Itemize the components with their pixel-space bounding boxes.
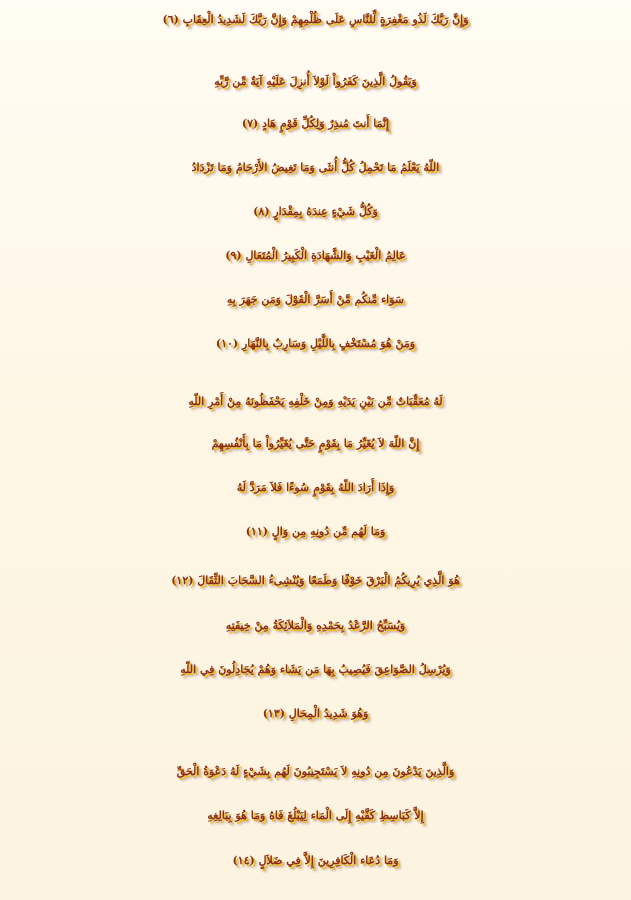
verse-line: هُوَ الَّذِي يُرِيكُمُ الْبَرْقَ خَوْفًا وَطَمَعًا وَيُنْشِىءُ السَّحَابَ الثِّقَالَ (١٢) <box>171 574 460 587</box>
verse-line: وَمَنْ هُوَ مُسْتَخْفٍ بِاللَّيْلِ وَسَارِبٌ بِالنَّهَارِ (١٠) <box>215 337 416 350</box>
verse-line: وَهُوَ شَدِيدُ الْمِحَالِ (١٣) <box>262 707 369 720</box>
verse-line: وَمَا لَهُم مِّن دُونِهِ مِن وَالٍ (١١) <box>245 525 386 538</box>
verse-line: عَالِمُ الْغَيْبِ وَالشَّهَادَةِ الْكَبِيرُ الْمُتَعَالِ (٩) <box>225 249 406 262</box>
verse-line: وَمَا دُعَاء الْكَافِرِينَ إِلاَّ فِي ضَلاَلٍ (١٤) <box>232 854 399 867</box>
verse-line: وَإِذَا أَرَادَ اللّهُ بِقَوْمٍ سُوءًا فَلاَ مَرَدَّ لَهُ <box>236 481 395 494</box>
verse-line: سَوَاء مِّنكُم مَّنْ أَسَرَّ الْقَوْلَ وَمَن جَهَرَ بِهِ <box>226 293 405 306</box>
verse-line: لَهُ مُعَقِّبَاتٌ مِّن بَيْنِ يَدَيْهِ وَمِنْ خَلْفِهِ يَحْفَظُونَهُ مِنْ أَمْرِ اللّهِ <box>188 395 443 408</box>
verse-line: وَيَقُولُ الَّذِينَ كَفَرُواْ لَوْلاَ أُنزِلَ عَلَيْهِ آيَةٌ مِّن رَّبِّهِ <box>214 75 417 88</box>
verse-line: وَكُلُّ شَيْءٍ عِندَهُ بِمِقْدَارٍ (٨) <box>253 205 378 218</box>
verse-line: وَيُسَبِّحُ الرَّعْدُ بِحَمْدِهِ وَالْمَلاَئِكَةُ مِنْ خِيفَتِهِ <box>225 619 406 632</box>
verse-line: اللّهُ يَعْلَمُ مَا تَحْمِلُ كُلُّ أُنثَى وَمَا تَغِيضُ الأَرْحَامُ وَمَا تَزْدَادُ <box>191 161 440 174</box>
verse-line: إِنَّ اللّهَ لاَ يُغَيِّرُ مَا بِقَوْمٍ حَتَّى يُغَيِّرُواْ مَا بِأَنْفُسِهِمْ <box>211 437 420 450</box>
verse-line: إِلاَّ كَبَاسِطِ كَفَّيْهِ إِلَى الْمَاء لِيَبْلُغَ فَاهُ وَمَا هُوَ بِبَالِغِهِ <box>207 809 424 822</box>
verse-line: إِنَّمَا أَنتَ مُنذِرٌ وَلِكُلِّ قَوْمٍ هَادٍ (٧) <box>241 117 390 130</box>
verse-line: وَإِنَّ رَبَّكَ لَذُو مَغْفِرَةٍ لِّلنَّاسِ عَلَى ظُلْمِهِمْ وَإِنَّ رَبَّكَ لَشَدِيدُ الْعِقَابِ (٦) <box>162 13 469 26</box>
verse-line: وَيُرْسِلُ الصَّوَاعِقَ فَيُصِيبُ بِهَا مَن يَشَاء وَهُمْ يُجَادِلُونَ فِي اللّهِ <box>180 663 451 676</box>
verse-line: وَالَّذِينَ يَدْعُونَ مِن دُونِهِ لاَ يَسْتَجِيبُونَ لَهُم بِشَيْءٍ لَهُ دَعْوَةُ الْحَقِّ <box>176 765 455 778</box>
